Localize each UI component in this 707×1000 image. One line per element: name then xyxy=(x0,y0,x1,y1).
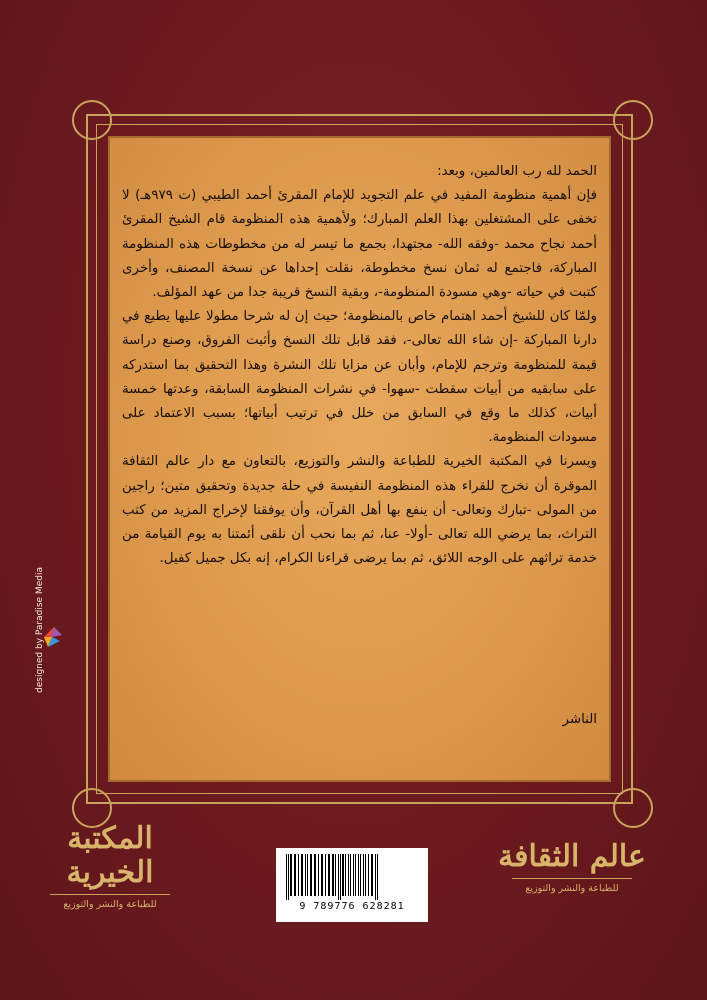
barcode-bar xyxy=(290,854,292,896)
barcode-bar xyxy=(325,854,326,896)
barcode-bar xyxy=(332,854,334,896)
logo-subtitle: للطباعة والنشر والتوزيع xyxy=(525,883,619,894)
barcode-bar xyxy=(314,854,316,896)
paragraph-intro: فإن أهمية منظومة المفيد في علم التجويد للإمام المقرئ أحمد الطيبي (ت ٩٧٩هـ) لا تخفى على المشتغلين بهذا العلم المبارك؛ ولأهمية هذه المنظومة قام الشيخ المقرئ أحمد نجاح محمد -وفقه الله- مجتهدا، بجمع ما تيسر له من مخطوطات هذه المنظومة المباركة، فاجتمع له ثمان نسخ مخطوطة، نقلت إحداها عن نسخة المصنف، وأخرى كتبت في حياته -وهي مسودة المنظومة-، وبقية النسخ قريبة جدا من عهد المؤلف. xyxy=(122,188,597,301)
publisher-logo-khayria xyxy=(30,822,190,932)
barcode-bar xyxy=(338,854,339,900)
logo-title: المكتبة الخيرية xyxy=(66,821,154,890)
isbn-number: 9 789776 628281 xyxy=(299,901,405,912)
publisher-signature: الناشر xyxy=(562,712,597,727)
barcode-bar xyxy=(363,854,364,896)
barcode-bar xyxy=(368,854,369,896)
barcode-bar xyxy=(310,854,312,896)
publisher-note xyxy=(122,160,597,571)
barcode-bar xyxy=(350,854,351,896)
barcode-bar xyxy=(321,854,323,896)
barcode-bar xyxy=(365,854,366,896)
barcode-bar xyxy=(355,854,356,896)
barcode-bar xyxy=(353,854,354,896)
paragraph-publisher: ويسرنا في المكتبة الخيرية للطباعة والنشر والتوزيع، بالتعاون مع دار عالم الثقافة الموقرة أن نخرج للقراء هذه المنظومة النفيسة في حلة جديدة وتحقيق متين؛ راجين من المولى -تبارك وتعالى- أن ينفع بها أهل القرآن، وأن يوفقنا لإخراج المزيد من كتب التراث، بما يرضي الله تعالى -أولا- عنا، ثم بما نحب أن نلقى أئمتنا به يوم القيامة من خدمة تراثهم على الوجه اللائق، ثم بما يرضى قراءنا الكرام، إنه بكل جميل كفيل. xyxy=(122,454,597,567)
barcode-bar xyxy=(307,854,308,896)
barcode-bars xyxy=(284,854,420,900)
barcode-bar xyxy=(371,854,373,896)
barcode-bar xyxy=(335,854,336,896)
barcode-bar xyxy=(286,854,287,900)
logo-title: عالم الثقافة xyxy=(498,839,646,874)
barcode-bar xyxy=(288,854,289,900)
barcode-bar xyxy=(340,854,341,900)
barcode-bar xyxy=(377,854,378,900)
barcode-bar xyxy=(348,854,349,896)
barcode-bar xyxy=(301,854,303,896)
publisher-logo-alam-althaqafa xyxy=(492,840,652,950)
barcode-bar xyxy=(298,854,299,896)
logo-divider xyxy=(50,894,170,895)
logo-divider xyxy=(512,878,632,879)
isbn-barcode xyxy=(276,848,428,922)
barcode-bar xyxy=(294,854,296,896)
greeting-line: الحمد لله رب العالمين، وبعد: xyxy=(437,164,597,179)
barcode-bar xyxy=(318,854,319,896)
logo-subtitle: للطباعة والنشر والتوزيع xyxy=(63,899,157,910)
barcode-bar xyxy=(345,854,346,896)
barcode-bar xyxy=(360,854,361,896)
designer-credit: designed by Paradise Media xyxy=(35,567,45,693)
paragraph-editor: ولمّا كان للشيخ أحمد اهتمام خاص بالمنظومة؛ حيث إن له شرحا مطولا عليها يطبع في دارنا المباركة -إن شاء الله تعالى-، فقد قابل تلك النسخ وأثبت الفروق، وصنع دراسة قيمة للمنظومة وترجم للإمام، وأبان عن مزايا تلك النشرة وهذا التحقيق بما استدركه على سابقيه من أبيات سقطت -سهوا- في نشرات المنظومة السابقة، وعدتها خمسة أبيات، كذلك ما وقع في السابق من خلل في ترتيب أبياتها؛ بسبب الاعتماد على مسودات المنظومة. xyxy=(122,309,597,446)
barcode-bar xyxy=(375,854,376,900)
barcode-bar xyxy=(342,854,344,896)
barcode-bar xyxy=(328,854,330,896)
barcode-bar xyxy=(305,854,306,896)
barcode-bar xyxy=(358,854,359,896)
